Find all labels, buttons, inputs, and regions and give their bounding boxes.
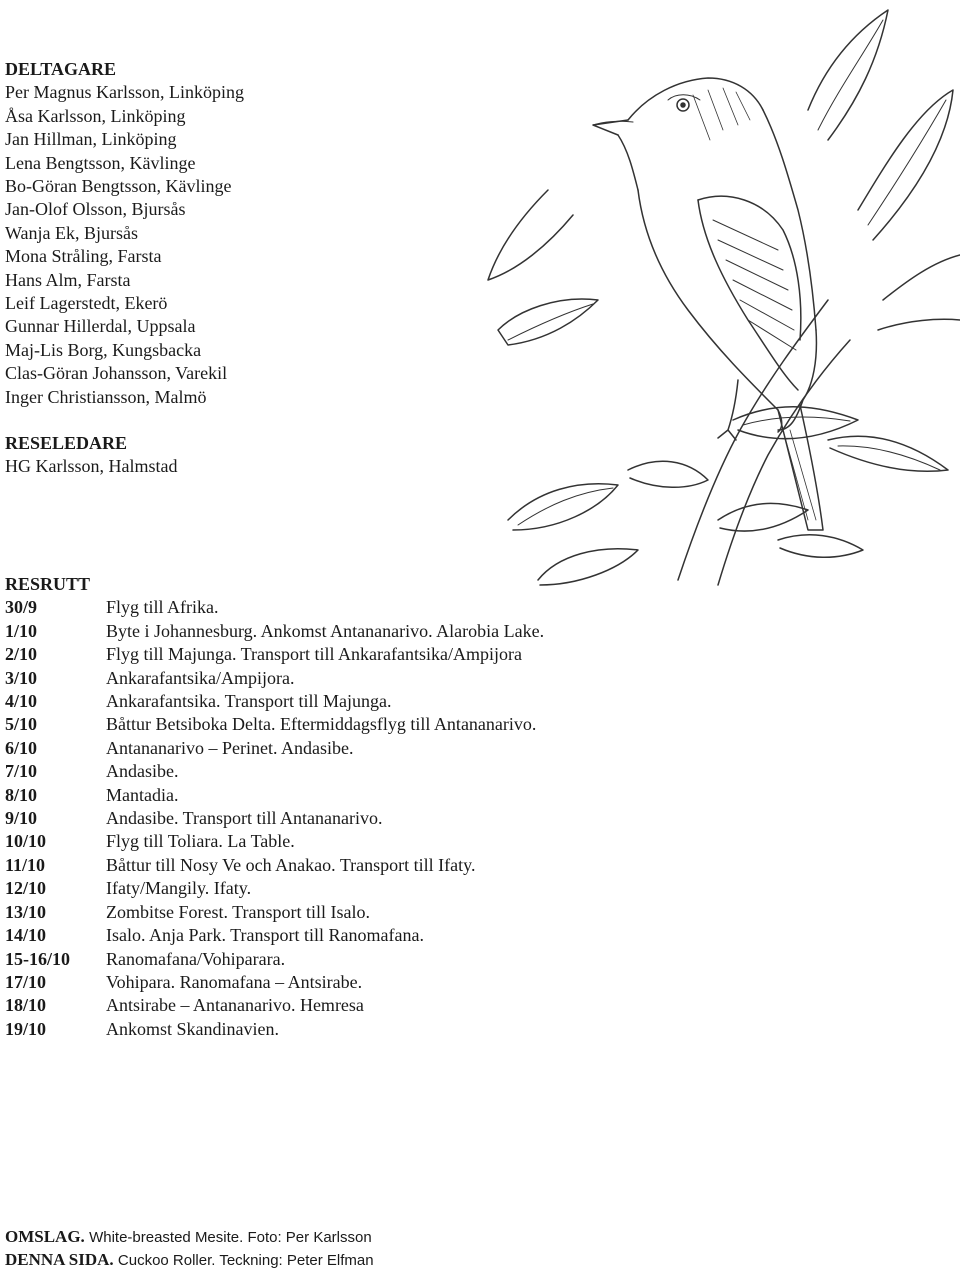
route-date: 18/10	[5, 995, 47, 1016]
route-text: Andasibe.	[106, 761, 179, 782]
route-day	[5, 760, 544, 783]
participants-heading: DELTAGARE	[5, 59, 117, 79]
route-heading: RESRUTT	[5, 574, 91, 594]
participant: Per Magnus Karlsson, Linköping	[5, 82, 244, 103]
participants-list	[5, 81, 244, 409]
cover-credit-text: White-breasted Mesite. Foto: Per Karlsson	[89, 1229, 372, 1246]
route-day	[5, 901, 544, 924]
route-day	[5, 643, 544, 666]
route-date: 10/10	[5, 831, 47, 852]
route-day	[5, 596, 544, 619]
route-day	[5, 737, 544, 760]
route-date: 14/10	[5, 925, 47, 946]
participant: Leif Lagerstedt, Ekerö	[5, 293, 168, 314]
route-text: Ankarafantsika/Ampijora.	[106, 667, 295, 688]
route-day	[5, 877, 544, 900]
route-date: 4/10	[5, 691, 38, 712]
route-date: 1/10	[5, 620, 38, 641]
page-credit	[5, 1249, 374, 1272]
route-text: Flyg till Toliara. La Table.	[106, 831, 295, 852]
route-date: 11/10	[5, 854, 46, 875]
route-day	[5, 784, 544, 807]
participants-section	[5, 58, 244, 409]
participant: Maj-Lis Borg, Kungsbacka	[5, 339, 202, 360]
route-day	[5, 924, 544, 947]
route-text: Flyg till Majunga. Transport till Ankarafantsika/Ampijora	[106, 644, 522, 665]
route-date: 30/9	[5, 597, 38, 618]
route-date: 9/10	[5, 808, 38, 829]
route-day	[5, 994, 544, 1017]
leader-section	[5, 432, 177, 479]
participant: Gunnar Hillerdal, Uppsala	[5, 316, 196, 337]
route-text: Andasibe. Transport till Antananarivo.	[106, 808, 383, 829]
route-date: 17/10	[5, 971, 47, 992]
route-date: 2/10	[5, 644, 38, 665]
route-day	[5, 948, 544, 971]
route-date: 13/10	[5, 901, 47, 922]
page-credit-label: DENNA SIDA.	[5, 1250, 114, 1269]
page-credit-text: Cuckoo Roller. Teckning: Peter Elfman	[117, 1252, 374, 1269]
participant: Bo-Göran Bengtsson, Kävlinge	[5, 176, 232, 197]
bird-sketch-icon	[478, 0, 960, 590]
cover-credit	[5, 1226, 374, 1249]
route-text: Ranomafana/Vohiparara.	[106, 948, 286, 969]
route-date: 7/10	[5, 761, 38, 782]
route-day	[5, 690, 544, 713]
route-text: Flyg till Afrika.	[106, 597, 219, 618]
route-text: Mantadia.	[106, 784, 179, 805]
route-text: Vohipara. Ranomafana – Antsirabe.	[106, 971, 363, 992]
route-date: 8/10	[5, 784, 38, 805]
participant: Jan-Olof Olsson, Bjursås	[5, 199, 186, 220]
participant: Wanja Ek, Bjursås	[5, 222, 139, 243]
route-date: 19/10	[5, 1018, 47, 1039]
route-section	[5, 573, 544, 1041]
participant: Mona Stråling, Farsta	[5, 246, 162, 267]
route-text: Antananarivo – Perinet. Andasibe.	[106, 737, 354, 758]
participant: Inger Christiansson, Malmö	[5, 386, 207, 407]
cover-credit-label: OMSLAG.	[5, 1227, 85, 1246]
participant: Jan Hillman, Linköping	[5, 129, 177, 150]
participant: Clas-Göran Johansson, Varekil	[5, 363, 228, 384]
route-list	[5, 596, 544, 1041]
route-day	[5, 713, 544, 736]
route-day	[5, 1018, 544, 1041]
route-date: 12/10	[5, 878, 47, 899]
route-day	[5, 854, 544, 877]
route-text: Byte i Johannesburg. Ankomst Antananarivo. Alarobia Lake.	[106, 620, 545, 641]
route-text: Zombitse Forest. Transport till Isalo.	[106, 901, 371, 922]
participant: Åsa Karlsson, Linköping	[5, 105, 186, 126]
route-day	[5, 620, 544, 643]
route-day	[5, 830, 544, 853]
route-text: Ifaty/Mangily. Ifaty.	[106, 878, 252, 899]
route-text: Antsirabe – Antananarivo. Hemresa	[106, 995, 364, 1016]
route-text: Båttur Betsiboka Delta. Eftermiddagsflyg till Antananarivo.	[106, 714, 537, 735]
leader-heading: RESELEDARE	[5, 433, 128, 453]
credits-section	[5, 1226, 374, 1272]
route-date: 15-16/10	[5, 948, 70, 969]
route-date: 6/10	[5, 737, 38, 758]
route-day	[5, 807, 544, 830]
leader-name: HG Karlsson, Halmstad	[5, 456, 178, 477]
route-day	[5, 667, 544, 690]
route-text: Ankarafantsika. Transport till Majunga.	[106, 691, 392, 712]
route-text: Isalo. Anja Park. Transport till Ranomafana.	[106, 925, 424, 946]
participant: Hans Alm, Farsta	[5, 269, 131, 290]
route-text: Ankomst Skandinavien.	[106, 1018, 279, 1039]
route-day	[5, 971, 544, 994]
route-text: Båttur till Nosy Ve och Anakao. Transport till Ifaty.	[106, 854, 476, 875]
route-date: 3/10	[5, 667, 38, 688]
route-date: 5/10	[5, 714, 38, 735]
participant: Lena Bengtsson, Kävlinge	[5, 152, 196, 173]
